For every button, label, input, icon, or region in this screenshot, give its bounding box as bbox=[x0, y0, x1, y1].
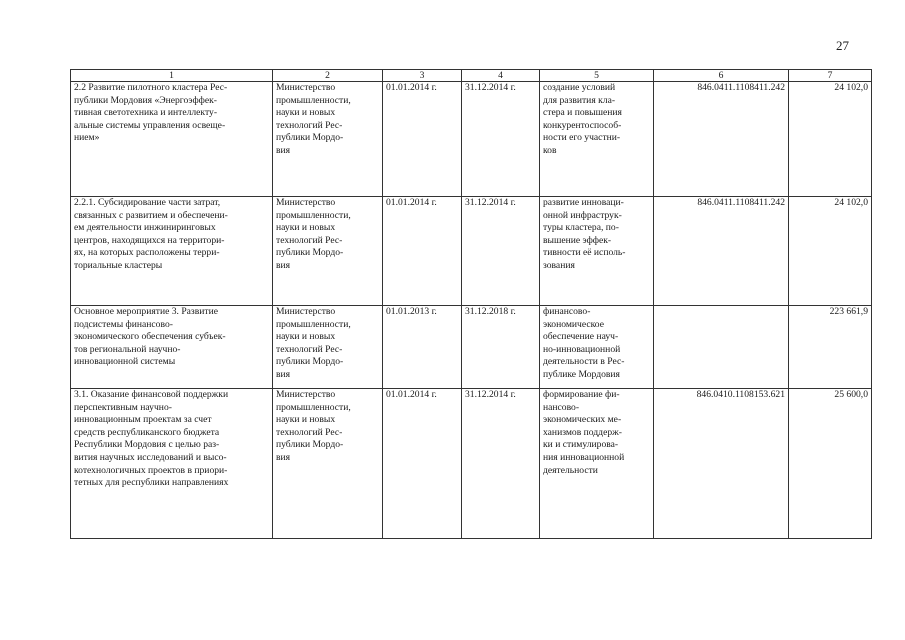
end-date-cell: 31.12.2014 г. bbox=[462, 197, 540, 306]
activity-cell: 2.2.1. Субсидирование части затрат, связанных с развитием и обеспечени- ем деятельности инжиниринговых центров, находящихся на территори- ях, на которых расположены терри- ториальные кластеры bbox=[71, 197, 273, 306]
program-table bbox=[70, 69, 872, 539]
end-date-cell: 31.12.2018 г. bbox=[462, 306, 540, 389]
result-cell: создание условий для развития кла- стера и повышения конкурентоспособ- ности его участни- ков bbox=[540, 82, 654, 197]
table-row bbox=[71, 389, 872, 539]
start-date-cell: 01.01.2014 г. bbox=[383, 197, 462, 306]
column-number: 2 bbox=[273, 70, 383, 82]
table-row bbox=[71, 197, 872, 306]
column-number: 6 bbox=[654, 70, 789, 82]
column-number: 4 bbox=[462, 70, 540, 82]
start-date-cell: 01.01.2013 г. bbox=[383, 306, 462, 389]
amount-cell: 24 102,0 bbox=[789, 197, 872, 306]
activity-cell: 2.2 Развитие пилотного кластера Рес- публики Мордовия «Энергоэффек- тивная светотехника и интеллекту- альные системы управления освеще- нием» bbox=[71, 82, 273, 197]
end-date-cell: 31.12.2014 г. bbox=[462, 389, 540, 539]
budget-code-cell: 846.0411.1108411.242 bbox=[654, 197, 789, 306]
column-number: 1 bbox=[71, 70, 273, 82]
column-number: 3 bbox=[383, 70, 462, 82]
page-number: 27 bbox=[836, 38, 849, 53]
result-cell: финансово- экономическое обеспечение науч- но-инновационной деятельности в Рес- публике Мордовия bbox=[540, 306, 654, 389]
amount-cell: 24 102,0 bbox=[789, 82, 872, 197]
budget-code-cell: 846.0411.1108411.242 bbox=[654, 82, 789, 197]
column-number-row bbox=[71, 70, 872, 82]
column-number: 7 bbox=[789, 70, 872, 82]
executor-cell: Министерство промышленности, науки и новых технологий Рес- публики Мордо- вия bbox=[273, 197, 383, 306]
amount-cell: 25 600,0 bbox=[789, 389, 872, 539]
end-date-cell: 31.12.2014 г. bbox=[462, 82, 540, 197]
amount-cell: 223 661,9 bbox=[789, 306, 872, 389]
executor-cell: Министерство промышленности, науки и новых технологий Рес- публики Мордо- вия bbox=[273, 306, 383, 389]
table-row bbox=[71, 306, 872, 389]
budget-code-cell bbox=[654, 306, 789, 389]
budget-code-cell: 846.0410.1108153.621 bbox=[654, 389, 789, 539]
result-cell: развитие инноваци- онной инфраструк- туры кластера, по- вышение эффек- тивности её исполь- зования bbox=[540, 197, 654, 306]
activity-cell: Основное мероприятие 3. Развитие подсистемы финансово- экономического обеспечения субъек- тов региональной научно- инновационной системы bbox=[71, 306, 273, 389]
activity-cell: 3.1. Оказание финансовой поддержки перспективным научно- инновационным проектам за счет средств республиканского бюджета Республики Мордовия с целью раз- вития научных исследований и высо- котехнологичных проектов в приори- тетных для республики направлениях bbox=[71, 389, 273, 539]
table-row bbox=[71, 82, 872, 197]
executor-cell: Министерство промышленности, науки и новых технологий Рес- публики Мордо- вия bbox=[273, 82, 383, 197]
result-cell: формирование фи- нансово- экономических ме- ханизмов поддерж- ки и стимулирова- ния инновационной деятельности bbox=[540, 389, 654, 539]
start-date-cell: 01.01.2014 г. bbox=[383, 389, 462, 539]
start-date-cell: 01.01.2014 г. bbox=[383, 82, 462, 197]
executor-cell: Министерство промышленности, науки и новых технологий Рес- публики Мордо- вия bbox=[273, 389, 383, 539]
column-number: 5 bbox=[540, 70, 654, 82]
